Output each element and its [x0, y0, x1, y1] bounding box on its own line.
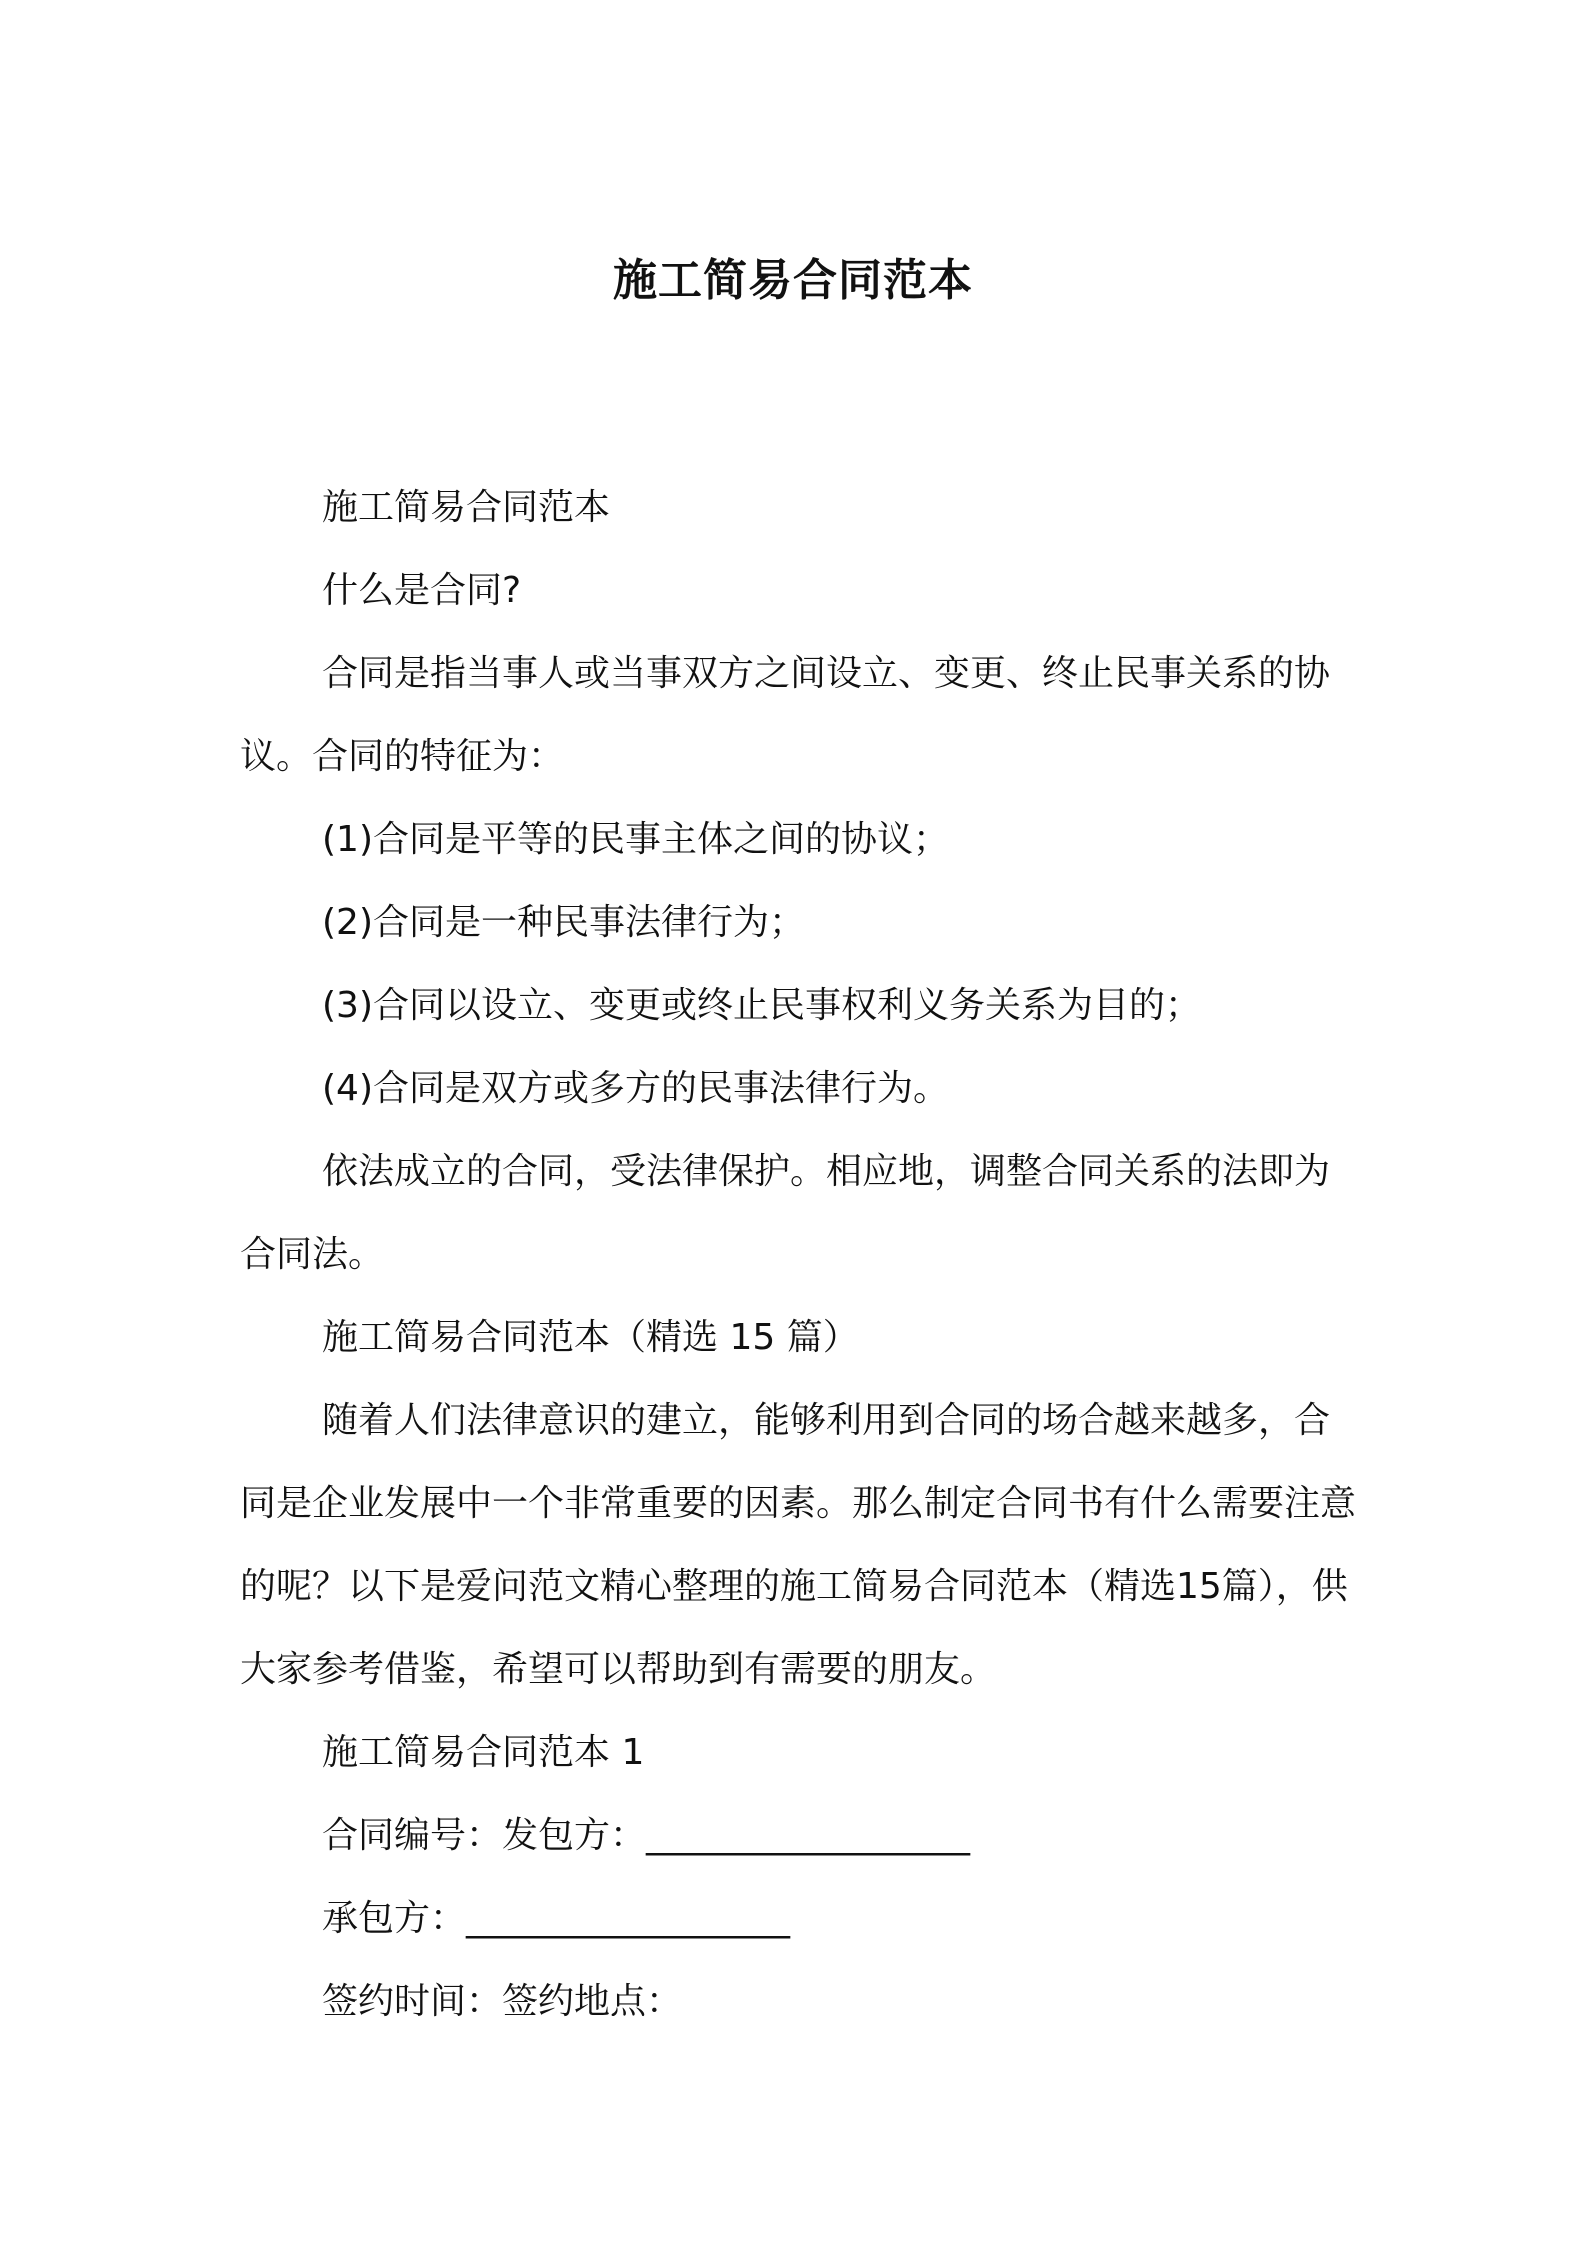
document-title: 施工简易合同范本: [613, 255, 973, 306]
field-sign-time-place: 签约时间：签约地点：: [322, 1981, 683, 2022]
field-contractor: 承包方：__________________: [322, 1898, 791, 1939]
paragraph-contract-1-title: 施工简易合同范本 1: [322, 1732, 645, 1773]
paragraph-legal: 依法成立的合同，受法律保护。相应地，调整合同关系的法即为合同法。: [240, 1151, 1331, 1275]
list-item-2: (2)合同是一种民事法律行为；: [322, 902, 805, 943]
paragraph-intro: 随着人们法律意识的建立，能够利用到合同的场合越来越多，合同是企业发展中一个非常重要的因素。那么制定合同书有什么需要注意的呢？以下是爱问范文精心整理的施工简易合同范本（精选15篇），供大家参考借鉴，希望可以帮助到有需要的朋友。: [240, 1400, 1357, 1690]
document-body: [240, 466, 1360, 2043]
list-item-4: (4)合同是双方或多方的民事法律行为。: [322, 1068, 949, 1109]
paragraph-definition: 合同是指当事人或当事双方之间设立、变更、终止民事关系的协议。合同的特征为：: [240, 653, 1331, 777]
list-item-1: (1)合同是平等的民事主体之间的协议；: [322, 819, 949, 860]
paragraph-section-title: 施工简易合同范本（精选 15 篇）: [322, 1317, 859, 1358]
list-item-3: (3)合同以设立、变更或终止民事权利义务关系为目的；: [322, 985, 1201, 1026]
paragraph-heading: 施工简易合同范本: [322, 487, 611, 528]
field-contract-number: 合同编号：发包方：__________________: [322, 1815, 971, 1856]
paragraph-question: 什么是合同?: [322, 570, 522, 611]
